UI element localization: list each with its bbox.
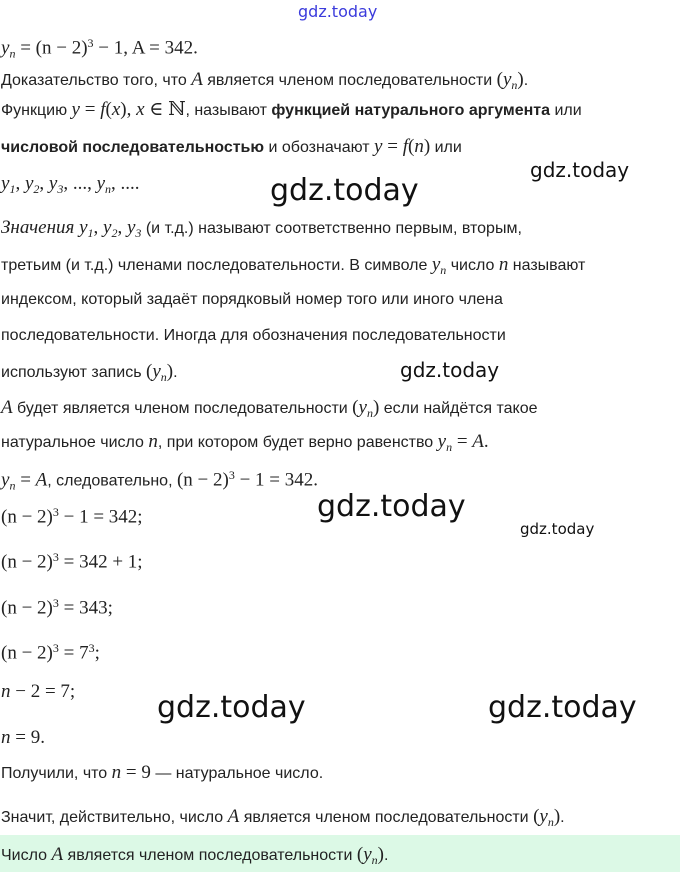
math-segment: n bbox=[9, 478, 16, 493]
text-line bbox=[1, 218, 522, 243]
math-segment: (n − 2) bbox=[1, 551, 53, 573]
watermark: gdz.today bbox=[400, 358, 500, 382]
text-segment: число bbox=[446, 257, 499, 274]
text-line bbox=[1, 174, 140, 199]
math-segment: 3 bbox=[228, 468, 235, 482]
math-segment: = bbox=[79, 99, 101, 120]
math-segment: = (n − 2) bbox=[15, 37, 88, 59]
watermark: gdz.today bbox=[317, 489, 466, 524]
text-segment: функцией натурального аргумента bbox=[271, 102, 551, 119]
text-line bbox=[1, 70, 528, 95]
math-segment: = bbox=[382, 136, 403, 157]
math-segment: ( bbox=[496, 69, 503, 90]
math-segment: = 9 bbox=[121, 762, 151, 783]
math-segment: A bbox=[35, 469, 48, 491]
math-segment: n bbox=[414, 136, 424, 157]
math-segment: A bbox=[191, 69, 203, 90]
watermark: gdz.today bbox=[488, 690, 637, 725]
text-segment: . bbox=[560, 809, 565, 826]
text-line bbox=[1, 33, 198, 64]
watermark-top: gdz.today bbox=[298, 2, 378, 21]
math-segment: ) bbox=[517, 69, 524, 90]
text-segment: является членом последовательности bbox=[239, 809, 534, 826]
math-segment: 3 bbox=[52, 505, 59, 519]
text-line bbox=[1, 100, 582, 121]
math-segment: , bbox=[39, 173, 49, 194]
text-line bbox=[1, 638, 100, 664]
text-line bbox=[1, 137, 462, 158]
math-segment: y bbox=[1, 37, 10, 59]
math-segment: ; bbox=[94, 642, 100, 664]
math-segment: A bbox=[1, 397, 13, 418]
math-segment: = bbox=[15, 469, 36, 491]
text-line bbox=[1, 593, 113, 619]
math-segment: n bbox=[160, 370, 167, 385]
math-segment: 1 bbox=[87, 226, 94, 241]
math-segment: , bbox=[93, 217, 104, 238]
watermark: gdz.today bbox=[530, 158, 630, 182]
math-segment: ) bbox=[423, 136, 431, 157]
math-segment: y bbox=[24, 173, 34, 194]
text-segment: Число bbox=[1, 847, 52, 864]
math-segment: ) bbox=[166, 361, 174, 382]
math-segment: y bbox=[96, 173, 105, 194]
math-segment: f bbox=[100, 99, 106, 120]
text-segment: . bbox=[523, 72, 529, 89]
text-segment: Значит, действительно, число bbox=[1, 809, 228, 826]
math-segment: 3 bbox=[88, 641, 95, 655]
math-segment: 3 bbox=[135, 226, 142, 241]
math-segment: n bbox=[148, 431, 158, 452]
text-segment: или bbox=[550, 102, 582, 119]
math-segment: n bbox=[440, 263, 447, 278]
math-segment: − 1, A = 342. bbox=[93, 37, 198, 59]
math-segment: . bbox=[483, 431, 489, 452]
math-segment: 3 bbox=[52, 596, 59, 610]
math-segment: ) bbox=[377, 844, 384, 865]
text-segment: третьим (и т.д.) членами последовательности. В символе bbox=[1, 257, 432, 274]
math-segment: f bbox=[402, 136, 408, 157]
math-segment: = 343; bbox=[58, 597, 113, 619]
math-segment: (n − 2) bbox=[1, 642, 53, 664]
math-segment: x bbox=[111, 99, 121, 120]
math-segment: A bbox=[227, 806, 240, 827]
math-segment: , ..., bbox=[63, 173, 97, 194]
text-line bbox=[1, 290, 503, 310]
text-line bbox=[1, 502, 143, 528]
text-line bbox=[1, 845, 388, 870]
math-segment: y bbox=[1, 173, 10, 194]
math-segment: ) bbox=[372, 397, 380, 418]
text-segment: последовательности. Иногда для обозначения последовательности bbox=[1, 327, 506, 344]
text-segment: является членом последовательности bbox=[202, 72, 497, 89]
math-segment: 2 bbox=[33, 182, 40, 197]
text-line bbox=[1, 807, 565, 832]
math-segment: n bbox=[366, 406, 373, 421]
math-segment: 3 bbox=[57, 182, 64, 197]
math-segment: 1 bbox=[9, 182, 16, 197]
math-segment: ( bbox=[407, 136, 415, 157]
math-segment: y bbox=[71, 99, 80, 120]
text-segment: является членом последовательности bbox=[63, 847, 357, 864]
math-segment: = bbox=[452, 431, 473, 452]
math-segment: − 1 = 342. bbox=[234, 469, 319, 491]
math-segment: n bbox=[446, 440, 453, 455]
math-segment: A bbox=[51, 844, 64, 865]
text-segment: Получили, что bbox=[1, 765, 112, 782]
math-segment: y bbox=[1, 469, 10, 491]
math-segment: ( bbox=[356, 844, 364, 865]
math-segment: ( bbox=[146, 361, 153, 382]
math-segment: n bbox=[105, 182, 111, 197]
text-line bbox=[1, 682, 75, 703]
math-segment: = 7 bbox=[58, 642, 89, 664]
math-segment: A bbox=[472, 431, 484, 452]
math-segment: y bbox=[358, 397, 367, 418]
math-segment: y bbox=[126, 217, 136, 238]
math-segment: , bbox=[15, 173, 25, 194]
watermark: gdz.today bbox=[157, 690, 306, 725]
math-segment: y bbox=[363, 844, 372, 865]
math-segment: (n − 2) bbox=[1, 597, 53, 619]
math-segment: y bbox=[103, 217, 112, 238]
math-segment: ( bbox=[352, 397, 359, 418]
math-segment: y bbox=[539, 806, 548, 827]
text-segment: если найдётся такое bbox=[379, 400, 538, 417]
math-segment: (n − 2) bbox=[1, 506, 53, 528]
text-line bbox=[1, 255, 585, 280]
math-segment: , .... bbox=[111, 173, 140, 194]
text-line bbox=[1, 728, 45, 749]
text-line bbox=[1, 763, 323, 784]
text-segment: натуральное число bbox=[1, 434, 149, 451]
math-segment: y bbox=[374, 136, 383, 157]
math-segment: − 1 = 342; bbox=[58, 506, 143, 528]
math-segment: 3 bbox=[52, 641, 59, 655]
math-segment: y bbox=[437, 431, 447, 452]
math-segment: 3 bbox=[87, 36, 94, 50]
math-segment: 3 bbox=[52, 550, 59, 564]
math-segment: n bbox=[498, 254, 509, 275]
math-segment: = 342 + 1; bbox=[58, 551, 143, 573]
watermark: gdz.today bbox=[520, 520, 595, 538]
text-line bbox=[1, 547, 143, 573]
math-segment: ( bbox=[105, 99, 112, 120]
math-segment: y bbox=[48, 173, 58, 194]
text-segment: Доказательство того, что bbox=[1, 72, 192, 89]
text-segment: Функцию bbox=[1, 102, 72, 119]
text-segment: — натуральное число. bbox=[150, 765, 324, 782]
text-segment: , следовательно, bbox=[47, 472, 177, 490]
math-segment: n bbox=[111, 762, 122, 783]
math-segment: = 9. bbox=[10, 727, 45, 748]
math-segment: y bbox=[152, 361, 161, 382]
math-segment: y bbox=[431, 254, 441, 275]
text-line bbox=[1, 326, 506, 346]
text-line bbox=[1, 362, 178, 387]
math-segment: ), bbox=[120, 99, 137, 120]
math-segment: n bbox=[1, 727, 11, 748]
text-segment: . bbox=[173, 364, 178, 381]
math-segment: ∈ ℕ bbox=[144, 99, 186, 120]
text-segment: , при котором будет верно равенство bbox=[157, 434, 438, 451]
text-segment: или bbox=[430, 139, 462, 156]
math-segment: y bbox=[502, 69, 512, 90]
math-segment: n bbox=[1, 681, 11, 702]
watermark: gdz.today bbox=[270, 173, 419, 208]
math-segment: ) bbox=[553, 806, 561, 827]
text-segment: (и т.д.) называют соответственно первым, вторым, bbox=[141, 220, 522, 237]
math-segment: n bbox=[511, 78, 518, 93]
text-segment: называют bbox=[508, 257, 586, 274]
text-segment: используют запись bbox=[1, 364, 147, 381]
math-segment: n bbox=[547, 815, 554, 830]
math-segment: 2 bbox=[111, 226, 118, 241]
text-line bbox=[1, 465, 318, 496]
text-segment: , называют bbox=[185, 102, 272, 119]
math-segment: , bbox=[117, 217, 127, 238]
math-segment: (n − 2) bbox=[176, 469, 229, 491]
math-segment: − 2 = 7; bbox=[10, 681, 76, 702]
text-segment: и обозначают bbox=[264, 139, 375, 156]
math-segment: n bbox=[371, 853, 378, 868]
text-segment: будет является членом последовательности bbox=[12, 400, 353, 417]
math-segment: Значения bbox=[1, 217, 80, 238]
math-segment: x bbox=[136, 99, 145, 120]
text-line bbox=[1, 398, 538, 423]
text-segment: индексом, который задаёт порядковый номер того или иного члена bbox=[1, 291, 503, 308]
text-segment: . bbox=[383, 847, 389, 864]
text-line bbox=[1, 432, 489, 457]
math-segment: n bbox=[9, 46, 16, 61]
math-segment: y bbox=[79, 217, 88, 238]
text-segment: числовой последовательностью bbox=[1, 139, 265, 156]
math-segment: ( bbox=[533, 806, 540, 827]
